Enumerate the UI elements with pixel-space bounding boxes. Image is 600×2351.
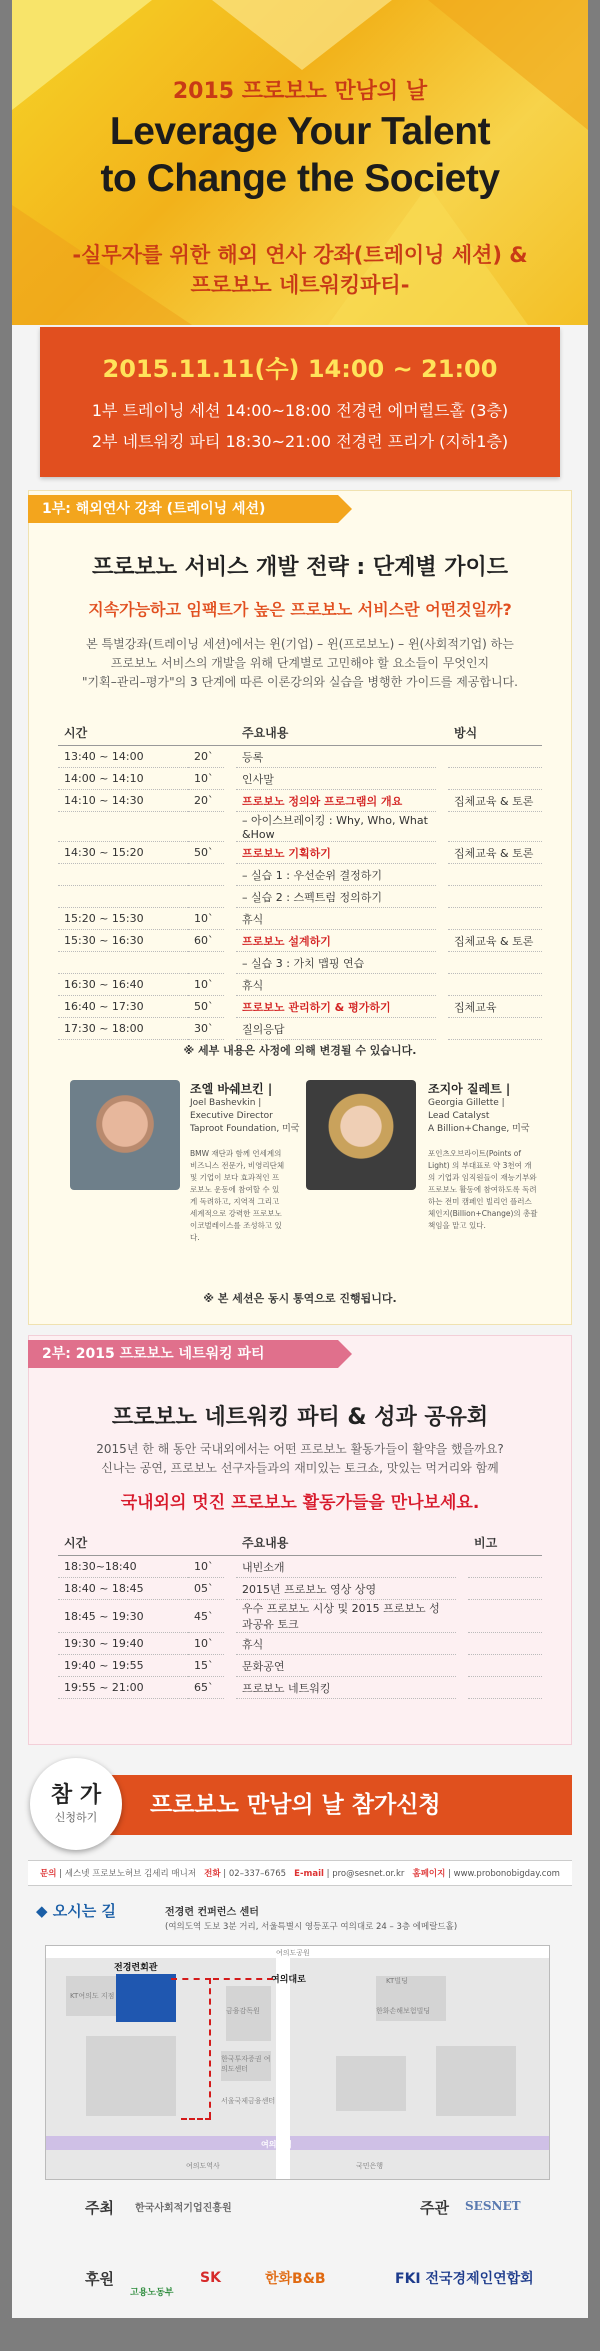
row-gap — [456, 1633, 468, 1655]
row-method — [448, 908, 542, 930]
row-content: 프로보노 관리하기 & 평가하기 — [236, 996, 436, 1018]
part1-title: 프로보노 서비스 개발 전략 : 단계별 가이드 — [91, 555, 509, 580]
row-content: 프로보노 네트워킹 — [236, 1677, 456, 1699]
contact-bar: 문의 | 세스넷 프로보노허브 김세리 매니저 전화 | 02–337–6765 E-mail | pro@sesnet.or.kr 홈페이지 | www.probonobigday.com — [28, 1860, 572, 1886]
row-gap — [436, 886, 448, 908]
register-circle-sub: 신청하기 — [54, 1811, 98, 1824]
speaker2-en: Georgia Gillette | — [428, 1098, 505, 1108]
row-duration: 45` — [188, 1600, 224, 1633]
row-time — [58, 886, 188, 908]
row-gap — [456, 1677, 468, 1699]
email-label: E-mail — [294, 1869, 324, 1879]
row-method — [448, 864, 542, 886]
map-label-hanwha: 한화손해보험빌딩 — [376, 2007, 431, 2015]
part2-lead: 국내외의 멋진 프로보노 활동가들을 만나보세요. — [120, 1493, 480, 1513]
row-duration: 10` — [188, 974, 224, 996]
row-gap — [224, 886, 236, 908]
map-top-label: 여의도공원 — [276, 1949, 310, 1957]
row-gap — [436, 908, 448, 930]
register-circle-title: 참 가 — [50, 1783, 102, 1808]
host-logo: 한국사회적기업진흥원 — [135, 2203, 232, 2214]
row-gap — [436, 746, 448, 768]
subtitle-line-2: 프로보노 네트워킹파티- — [190, 273, 410, 297]
row-content: 문화공연 — [236, 1655, 456, 1677]
row-duration: 20` — [188, 790, 224, 812]
speaker1-bio: BMW 재단과 함께 언세계의 비즈니스 전문가, 비영리단체 및 기업이 보다 효과적인 프로보노 운동에 참여할 수 있게 독려하고, 지역적 그리고 세계적으로 강력한 프로보노 이코벌레이스를 조성하고 있다. — [190, 1149, 285, 1242]
speaker2-photo — [306, 1080, 416, 1190]
row-content: 휴식 — [236, 908, 436, 930]
row-time — [58, 952, 188, 974]
row-method — [448, 952, 542, 974]
part2-desc — [60, 1440, 540, 1478]
row-duration: 50` — [188, 996, 224, 1018]
map-station: 여의도역 — [261, 2140, 292, 2149]
row-time: 19:40 ~ 19:55 — [58, 1655, 188, 1677]
register-button[interactable]: 프로보노 만남의 날 참가신청 — [110, 1775, 572, 1835]
row-time — [58, 864, 188, 886]
row-gap — [456, 1556, 468, 1578]
row-time: 14:30 ~ 15:20 — [58, 842, 188, 864]
col-method: 방식 — [448, 720, 542, 746]
row-gap — [436, 812, 448, 842]
email-link[interactable]: pro@sesnet.or.kr — [332, 1869, 405, 1879]
row-gap — [436, 996, 448, 1018]
row-method — [468, 1578, 542, 1600]
headline — [12, 108, 588, 202]
row-content: 휴식 — [236, 974, 436, 996]
table-row — [58, 974, 542, 996]
homepage-link[interactable]: www.probonobigday.com — [453, 1869, 560, 1879]
table-row — [58, 886, 542, 908]
row-duration: 10` — [188, 1633, 224, 1655]
row-duration — [188, 864, 224, 886]
row-method — [448, 768, 542, 790]
speaker1-photo — [70, 1080, 180, 1190]
part1-note: ※ 세부 내용은 사정에 의해 변경될 수 있습니다. — [183, 1044, 417, 1057]
row-time: 13:40 ~ 14:00 — [58, 746, 188, 768]
speaker2-bio: 포인츠오브라이트(Points of Light) 의 부대표로 약 3천여 개의 기업과 임직원들이 재능기부와 프로보노 활동에 참여하도록 독려하는 전미 캠페인 빌리언 플러스 체인지(Billion+Change)의 총괄책임을 맡고 있다. — [428, 1149, 538, 1230]
row-content: 내빈소개 — [236, 1556, 456, 1578]
table-row — [58, 952, 542, 974]
support-logo-sk: SK — [200, 2270, 221, 2286]
table-row — [58, 864, 542, 886]
row-gap — [436, 1018, 448, 1040]
part2-desc-1: 2015년 한 해 동안 국내외에서는 어떤 프로보노 활동가들이 활약을 했을까요? — [96, 1442, 504, 1456]
row-duration: 15` — [188, 1655, 224, 1677]
table-row — [58, 1578, 542, 1600]
support-logo-fki: FKI 전국경제인연합회 — [395, 2271, 534, 2287]
row-duration: 50` — [188, 842, 224, 864]
row-time — [58, 812, 188, 842]
row-gap — [436, 768, 448, 790]
table-row — [58, 1655, 542, 1677]
part2-schedule-table — [58, 1530, 542, 1699]
row-gap — [224, 1556, 236, 1578]
row-method: 집체교육 — [448, 996, 542, 1018]
row-duration — [188, 952, 224, 974]
homepage-label: 홈페이지 — [412, 1869, 446, 1879]
map-label-kt: KT여의도 지점 — [70, 1992, 115, 2000]
part1-desc-1: 본 특별강좌(트레이닝 세션)에서는 윈(기업) – 윈(프로보노) – 윈(사회적기업) 하는 — [86, 637, 514, 651]
row-gap — [436, 952, 448, 974]
row-content: 등록 — [236, 746, 436, 768]
part1-desc — [70, 635, 530, 692]
row-content: 프로보노 정의와 프로그램의 개요 — [236, 790, 436, 812]
row-time: 19:55 ~ 21:00 — [58, 1677, 188, 1699]
row-method — [448, 812, 542, 842]
col2-time: 시간 — [58, 1530, 188, 1556]
part1-desc-3: "기획–관리–평가"의 3 단계에 따른 이론강의와 실습을 병행한 가이드를 제공합니다. — [82, 675, 518, 689]
row-gap — [224, 1655, 236, 1677]
row-method: 집체교육 & 토론 — [448, 930, 542, 952]
row-content: – 실습 1 : 우선순위 결정하기 — [236, 864, 436, 886]
row-method: 집체교육 & 토론 — [448, 842, 542, 864]
hero-banner — [12, 0, 588, 325]
support-logo-hanwha: 한화B&B — [265, 2271, 326, 2287]
map-venue: 전경련회관 — [114, 1963, 158, 1973]
row-gap — [436, 864, 448, 886]
row-content: – 실습 3 : 가치 맵핑 연습 — [236, 952, 436, 974]
row-gap — [436, 842, 448, 864]
row-time: 14:10 ~ 14:30 — [58, 790, 188, 812]
headline-line-1: Leverage Your Talent — [109, 110, 491, 153]
date-box — [40, 327, 560, 477]
col2-content: 주요내용 — [236, 1530, 456, 1556]
location-name: 전경련 컨퍼런스 센터 — [165, 1907, 259, 1918]
subtitle — [12, 240, 588, 300]
row-gap — [456, 1578, 468, 1600]
part1-schedule-table — [58, 720, 542, 1040]
row-time: 16:40 ~ 17:30 — [58, 996, 188, 1018]
table-row — [58, 930, 542, 952]
col-content: 주요내용 — [236, 720, 436, 746]
speaker2-name: 조지아 질레트 | — [428, 1082, 511, 1096]
contact-person: 세스넷 프로보노허브 김세리 매니저 — [64, 1869, 197, 1879]
col-time: 시간 — [58, 720, 188, 746]
event-date: 2015.11.11(수) 14:00 ~ 21:00 — [102, 355, 498, 383]
row-gap — [224, 842, 236, 864]
row-time: 14:00 ~ 14:10 — [58, 768, 188, 790]
organizer-logo: SESNET — [465, 2199, 521, 2213]
row-content: 우수 프로보노 시상 및 2015 프로보노 성과공유 토크 — [236, 1600, 456, 1633]
row-gap — [224, 996, 236, 1018]
row-method — [468, 1556, 542, 1578]
support-label: 후원 — [85, 2270, 114, 2288]
row-gap — [436, 974, 448, 996]
map-label-kb: 국민은행 — [356, 2162, 384, 2170]
row-duration: 20` — [188, 746, 224, 768]
part2-title: 프로보노 네트워킹 파티 & 성과 공유회 — [111, 1405, 489, 1430]
organizer-label: 주관 — [420, 2199, 449, 2217]
row-gap — [224, 768, 236, 790]
headline-line-2: to Change the Society — [100, 157, 500, 200]
part2-desc-2: 신나는 공연, 프로보노 선구자들과의 재미있는 토크쇼, 맛있는 먹거리와 함께 — [101, 1461, 499, 1475]
event-name: 2015 프로보노 만남의 날 — [172, 79, 428, 104]
row-content: 프로보노 기획하기 — [236, 842, 436, 864]
row-time: 16:30 ~ 16:40 — [58, 974, 188, 996]
part1-tab: 1부: 해외연사 강좌 (트레이닝 세션) — [28, 495, 338, 523]
speaker1-en: Joel Bashevkin | — [190, 1098, 262, 1108]
row-gap — [224, 1578, 236, 1600]
row-duration — [188, 886, 224, 908]
table-row — [58, 790, 542, 812]
table-row — [58, 842, 542, 864]
interpretation-note: ※ 본 세션은 동시 통역으로 진행됩니다. — [203, 1292, 397, 1305]
row-gap — [224, 1633, 236, 1655]
location-address: (여의도역 도보 3분 거리, 서울특별시 영등포구 여의대로 24 – 3층 에메랄드홀) — [165, 1922, 458, 1932]
row-method — [448, 886, 542, 908]
speaker2-role-2: A Billion+Change, 미국 — [428, 1124, 530, 1134]
row-method — [468, 1677, 542, 1699]
row-time: 19:30 ~ 19:40 — [58, 1633, 188, 1655]
map-label-yd: 여의도역사 — [186, 2162, 220, 2170]
row-method — [468, 1600, 542, 1633]
table-row — [58, 768, 542, 790]
contact-label: 문의 — [40, 1869, 57, 1879]
row-time: 15:30 ~ 16:30 — [58, 930, 188, 952]
speaker1-name: 조엘 바쉐브킨 | — [190, 1082, 273, 1096]
row-duration: 10` — [188, 908, 224, 930]
table-row — [58, 1018, 542, 1040]
table-row — [58, 1633, 542, 1655]
table-row — [58, 908, 542, 930]
location-label: ◆ 오시는 길 — [36, 1902, 116, 1920]
map-label-ktb: KT빌딩 — [386, 1977, 408, 1985]
row-content: 프로보노 설계하기 — [236, 930, 436, 952]
row-duration: 05` — [188, 1578, 224, 1600]
row-gap — [224, 908, 236, 930]
phone-value: 02–337–6765 — [228, 1869, 287, 1879]
row-method — [468, 1655, 542, 1677]
row-gap — [436, 790, 448, 812]
row-gap — [224, 812, 236, 842]
row-gap — [224, 1018, 236, 1040]
part2-info: 2부 네트워킹 파티 18:30~21:00 전경련 프리가 (지하1층) — [91, 432, 509, 451]
row-time: 18:45 ~ 19:30 — [58, 1600, 188, 1633]
row-gap — [224, 974, 236, 996]
row-gap — [224, 746, 236, 768]
map-label-ifc: 서울국제금융센터 — [221, 2097, 276, 2105]
speaker1-role — [190, 1097, 300, 1136]
table-row — [58, 746, 542, 768]
support-logo-moel: 고용노동부 — [130, 2288, 174, 2298]
row-method — [468, 1633, 542, 1655]
row-content: 질의응답 — [236, 1018, 436, 1040]
row-gap — [224, 790, 236, 812]
row-content: 인사말 — [236, 768, 436, 790]
row-method — [448, 746, 542, 768]
row-method: 집체교육 & 토론 — [448, 790, 542, 812]
table-row — [58, 1556, 542, 1578]
host-label: 주최 — [85, 2199, 114, 2217]
table-row — [58, 1600, 542, 1633]
row-gap — [224, 1600, 236, 1633]
row-gap — [224, 930, 236, 952]
row-duration — [188, 812, 224, 842]
speaker2-role-1: Lead Catalyst — [428, 1111, 490, 1121]
table-row — [58, 1677, 542, 1699]
row-duration: 60` — [188, 930, 224, 952]
part2-tab: 2부: 2015 프로보노 네트워킹 파티 — [28, 1340, 338, 1368]
row-duration: 10` — [188, 768, 224, 790]
row-gap — [456, 1600, 468, 1633]
row-time: 15:20 ~ 15:30 — [58, 908, 188, 930]
row-content: – 아이스브레이킹 : Why, Who, What &How — [236, 812, 436, 842]
row-time: 18:30~18:40 — [58, 1556, 188, 1578]
row-gap — [224, 1677, 236, 1699]
col2-note: 비고 — [468, 1530, 542, 1556]
row-time: 18:40 ~ 18:45 — [58, 1578, 188, 1600]
row-content: – 실습 2 : 스펙트럼 정의하기 — [236, 886, 436, 908]
speaker1-role-1: Executive Director — [190, 1111, 273, 1121]
row-content: 휴식 — [236, 1633, 456, 1655]
row-duration: 30` — [188, 1018, 224, 1040]
register-circle[interactable] — [30, 1758, 122, 1850]
speaker1-role-2: Taproot Foundation, 미국 — [190, 1124, 300, 1134]
map-label-fss: 금융감독원 — [226, 2007, 260, 2015]
row-gap — [456, 1655, 468, 1677]
row-method — [448, 1018, 542, 1040]
part1-lead: 지속가능하고 임팩트가 높은 프로보노 서비스란 어떤것일까? — [88, 600, 512, 619]
table-row — [58, 996, 542, 1018]
row-gap — [224, 952, 236, 974]
location-map — [45, 1945, 550, 2180]
row-time: 17:30 ~ 18:00 — [58, 1018, 188, 1040]
footer-bar — [12, 2318, 588, 2351]
phone-label: 전화 — [204, 1869, 221, 1879]
map-road: 여의대로 — [271, 1975, 306, 1985]
row-gap — [436, 930, 448, 952]
row-gap — [224, 864, 236, 886]
row-method — [448, 974, 542, 996]
speaker2-role — [428, 1097, 530, 1136]
part1-desc-2: 프로보노 서비스의 개발을 위해 단계별로 고민해야 할 요소들이 무엇인지 — [110, 656, 490, 670]
part1-info: 1부 트레이닝 세션 14:00~18:00 전경련 에머럴드홀 (3층) — [91, 401, 509, 420]
map-label-kis: 한국투자증권 여의도센터 — [221, 2055, 271, 2073]
subtitle-line-1: -실무자를 위한 해외 연사 강좌(트레이닝 세션) & — [72, 243, 528, 267]
table-row — [58, 812, 542, 842]
row-content: 2015년 프로보노 영상 상영 — [236, 1578, 456, 1600]
row-duration: 65` — [188, 1677, 224, 1699]
row-duration: 10` — [188, 1556, 224, 1578]
